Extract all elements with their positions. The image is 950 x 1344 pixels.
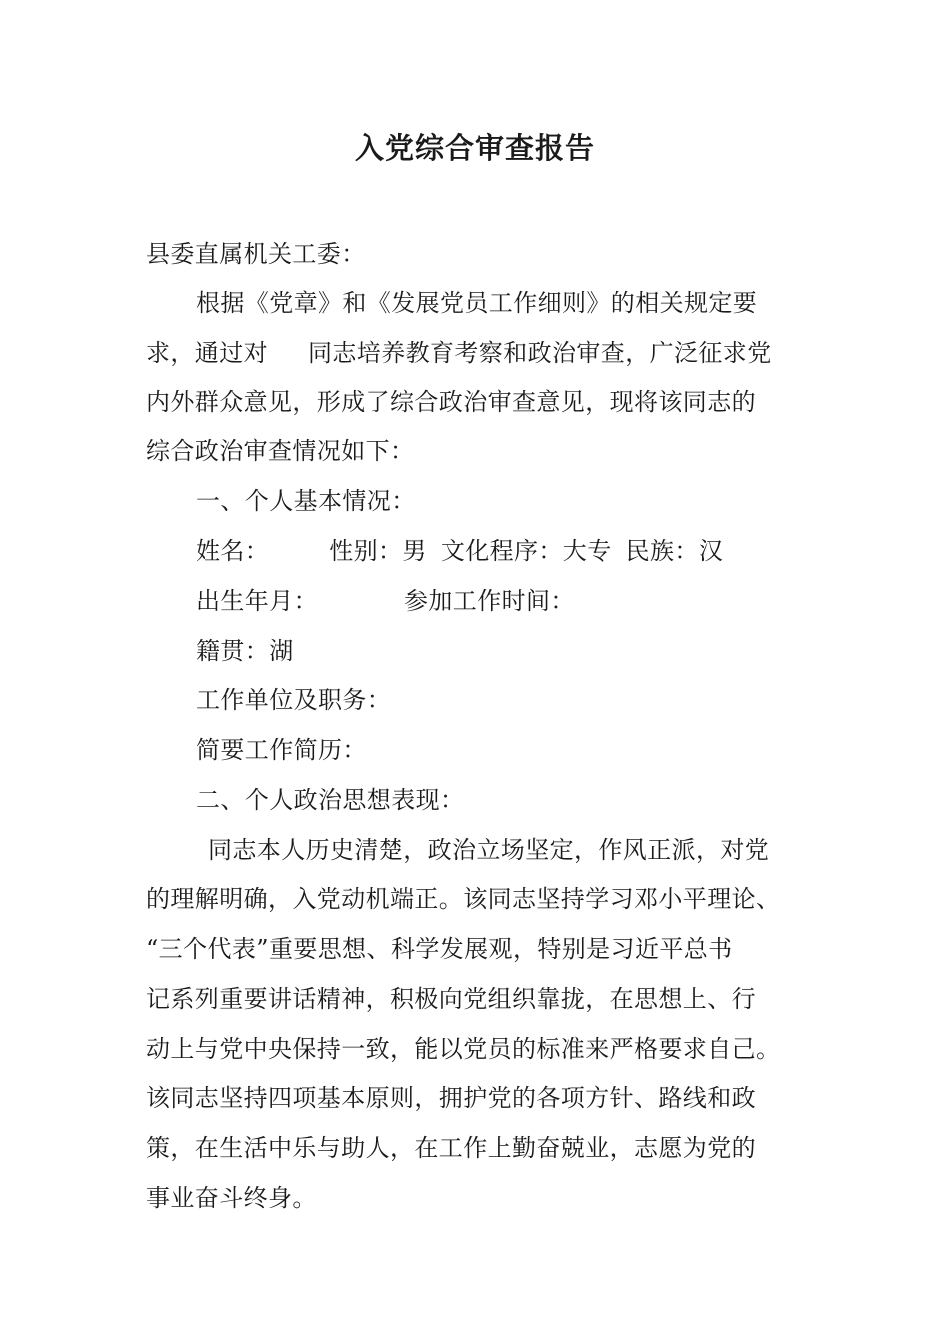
- name-label: 姓名：: [196, 537, 270, 565]
- intro-line-4: 综合政治审查情况如下：: [146, 437, 415, 465]
- salutation: 县委直属机关工委：: [146, 240, 366, 268]
- section2-line-5: 动上与党中央保持一致，能以党员的标准来严格要求自己。: [146, 1035, 781, 1063]
- section2-heading: 二、个人政治思想表现：: [196, 786, 465, 814]
- section2-line-7: 策，在生活中乐与助人，在工作上勤奋兢业，志愿为党的: [146, 1134, 756, 1162]
- section2-line-3: “三个代表”重要思想、科学发展观，特别是习近平总书: [146, 935, 733, 963]
- education-field: 文化程序：大专: [440, 537, 612, 565]
- gender-field: 性别：男: [329, 537, 427, 565]
- basic-info-row-1: [196, 534, 723, 568]
- section2-line-2: 的理解明确，入党动机端正。该同志坚持学习邓小平理论、: [146, 885, 781, 913]
- intro-line-2-part-b: 同志培养教育考察和政治审查，广泛征求党: [308, 339, 772, 367]
- intro-line-2: [146, 336, 772, 370]
- resume-label: 简要工作简历：: [196, 736, 367, 764]
- section2-line-4: 记系列重要讲话精神，积极向党组织靠拢，在思想上、行: [146, 985, 756, 1013]
- section2-line-1: 同志本人历史清楚，政治立场坚定，作风正派，对党: [208, 836, 770, 864]
- intro-line-3: 内外群众意见，形成了综合政治审查意见，现将该同志的: [146, 388, 756, 416]
- basic-info-row-2: [196, 584, 575, 618]
- section2-line-6: 该同志坚持四项基本原则，拥护党的各项方针、路线和政: [146, 1084, 756, 1112]
- origin-field: 籍贯：湖: [196, 637, 294, 665]
- intro-line-1: 根据《党章》和《发展党员工作细则》的相关规定要: [196, 289, 758, 317]
- ethnicity-field: 民族：汉: [625, 537, 724, 565]
- document-title: 入党综合审查报告: [354, 131, 595, 165]
- intro-line-2-part-a: 求，通过对: [146, 339, 268, 367]
- work-start-label: 参加工作时间：: [404, 587, 575, 615]
- section2-line-8: 事业奋斗终身。: [146, 1184, 317, 1212]
- section1-heading: 一、个人基本情况：: [196, 487, 416, 515]
- unit-position-label: 工作单位及职务：: [196, 686, 392, 714]
- birth-label: 出生年月：: [196, 587, 318, 615]
